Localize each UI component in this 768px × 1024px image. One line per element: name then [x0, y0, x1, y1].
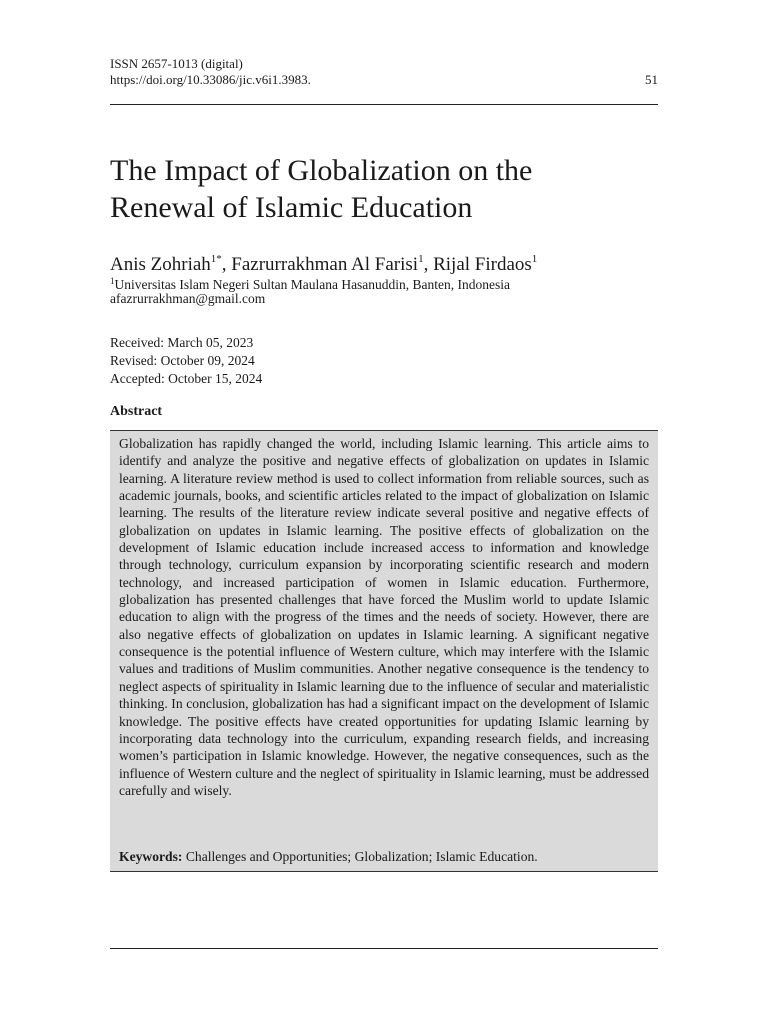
- affiliation-text: Universitas Islam Negeri Sultan Maulana Hasanuddin, Banten, Indonesia: [114, 277, 511, 292]
- submission-dates: [110, 334, 262, 388]
- doi-link[interactable]: https://doi.org/10.33086/jic.v6i1.3983.: [110, 72, 311, 87]
- author-name: Anis Zohriah: [110, 254, 211, 275]
- corresponding-email[interactable]: afazrurrakhman@gmail.com: [110, 291, 266, 306]
- title-line-1: The Impact of Globalization on the: [110, 154, 533, 187]
- revised-date: Revised: October 09, 2024: [110, 353, 255, 368]
- page-number: 51: [645, 72, 658, 87]
- abstract-text: Globalization has rapidly changed the world, including Islamic learning. This article aims to identify and analyze the positive and negative effects of globalization on updates in Islamic learning. A literature review method is used to collect information from reliable sources, such as academic journals, books, and scientific articles related to the impact of globalization on Islamic learning. The results of the literature review indicate several positive and negative effects of globalization on updates in Islamic learning. The positive effects of globalization on the development of Islamic education include increased access to information and knowledge through technology, curriculum expansion by incorporating scientific research and modern technology, and increased participation of women in Islamic education. Furthermore, globalization has presented challenges that have forced the Muslim world to update Islamic education to align with the progress of the times and the needs of society. However, there are also negative effects of globalization on updates in Islamic learning. A significant negative consequence is the potential influence of Western culture, which may interfere with the Islamic values and traditions of Muslim communities. Another negative consequence is the tendency to neglect aspects of spirituality in Islamic learning due to the influence of secular and materialistic thinking. In conclusion, globalization has had a significant impact on the development of Islamic knowledge. The positive effects have created opportunities for updating Islamic learning by incorporating data technology into the curriculum, expanding research fields, and increasing women’s participation in Islamic knowledge. However, the negative consequences, such as the influence of Western culture and the neglect of spirituality in Islamic learning, must be addressed carefully and wisely.: [119, 436, 649, 798]
- paper-page: [110, 0, 658, 1024]
- author-mark: 1: [418, 253, 424, 265]
- affiliation-mark: 1: [110, 276, 115, 286]
- header-rule: [110, 104, 658, 105]
- abstract-heading: Abstract: [110, 404, 163, 419]
- footer-rule: [110, 948, 658, 949]
- abstract-box: [110, 430, 658, 872]
- received-date: Received: March 05, 2023: [110, 335, 254, 350]
- running-header: [110, 56, 658, 88]
- author-mark: 1*: [210, 253, 222, 265]
- issn: ISSN 2657-1013 (digital): [110, 56, 243, 71]
- title-line-2: Renewal of Islamic Education: [110, 191, 473, 224]
- author-name: Fazrurrakhman Al Farisi: [231, 254, 419, 275]
- author-mark: 1: [531, 253, 538, 265]
- keywords: [119, 848, 538, 865]
- accepted-date: Accepted: October 15, 2024: [110, 371, 263, 386]
- author-list: Anis Zohriah$^{1*}$, Fazrurrakhman Al Farisi$^1$, Rijal Firdaos$^1$: [110, 253, 538, 275]
- keywords-list: Challenges and Opportunities; Globalization; Islamic Education.: [185, 849, 538, 864]
- keywords-label: Keywords:: [119, 849, 183, 864]
- author-name: Rijal Firdaos: [433, 254, 532, 275]
- paper-title: [110, 152, 658, 226]
